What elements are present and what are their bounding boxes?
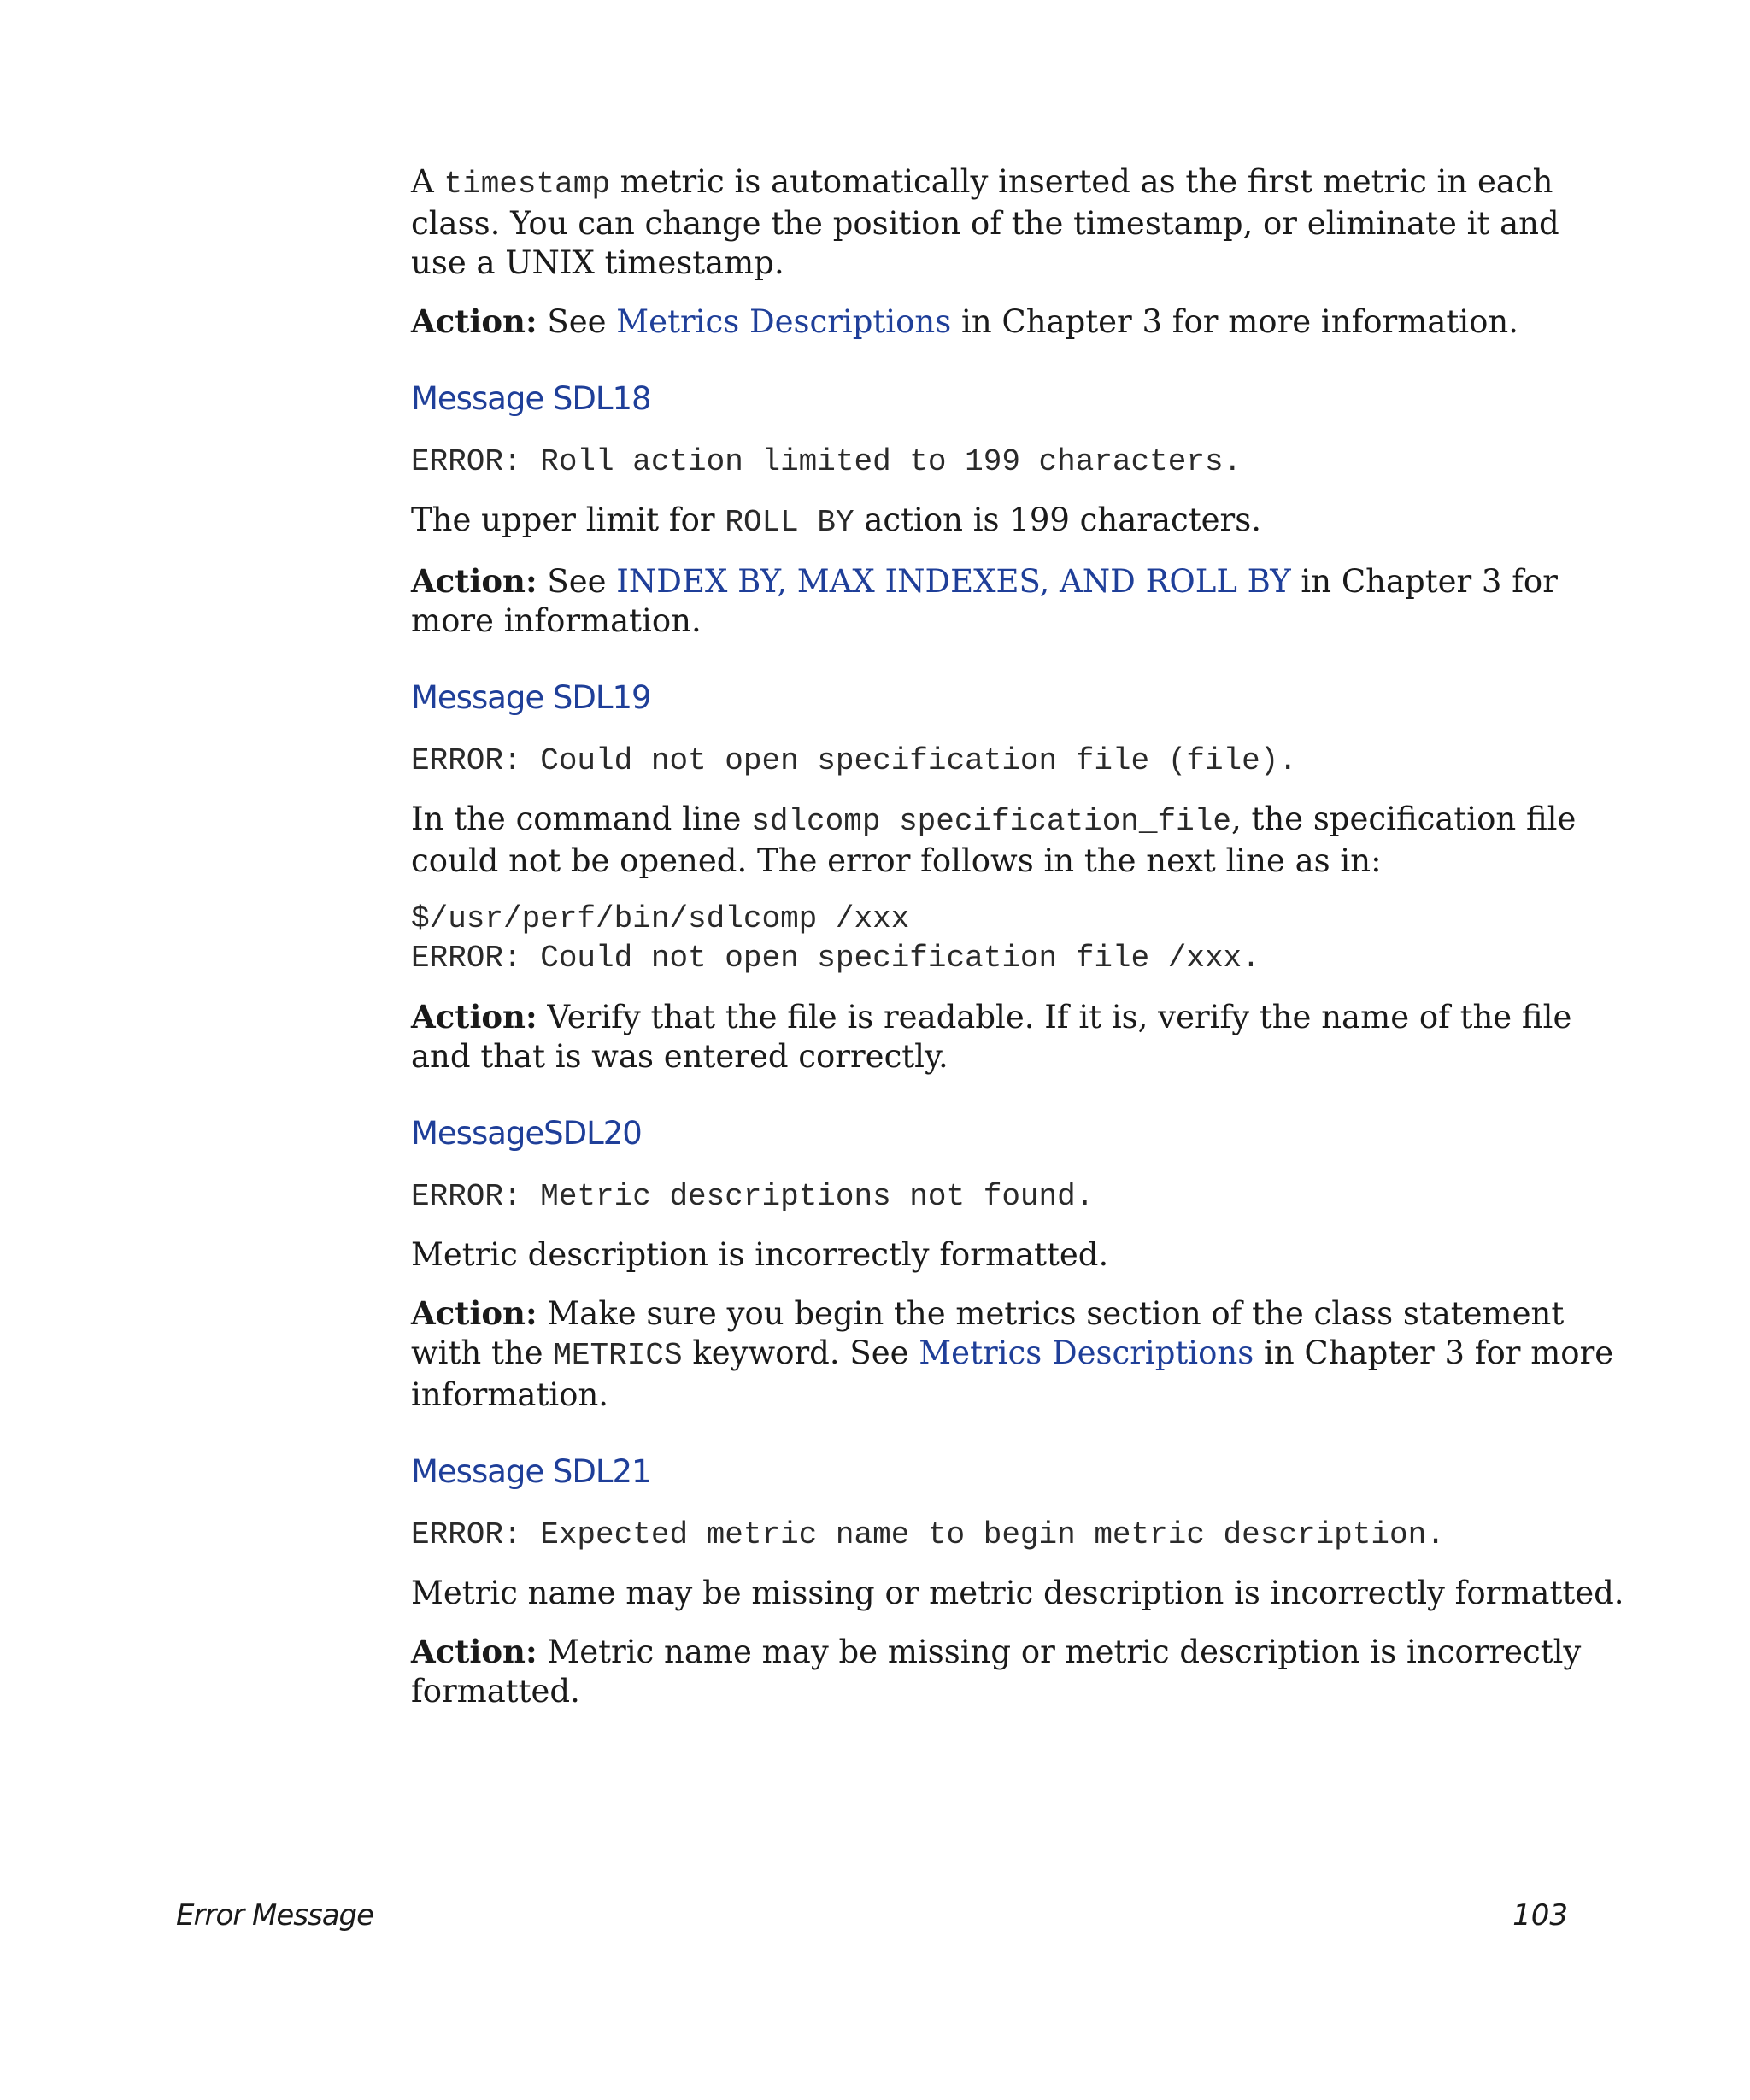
code-line-2: ERROR: Could not open specification file /xxx. (411, 941, 1260, 976)
text: metric is automatically inserted as the first metric in each class. You can change the position of the timestamp, or eliminate it and use a UNIX timestamp. (411, 163, 1559, 281)
heading-sdl19: Message SDL19 (411, 679, 651, 716)
action-sdl20 (411, 1293, 1624, 1415)
action-sdl19 (411, 997, 1624, 1076)
action-label: Action: (411, 1633, 537, 1670)
action-label: Action: (411, 302, 537, 340)
text: Metric name may be missing or metric description is incorrectly formatted. (411, 1634, 1582, 1710)
desc-sdl18 (411, 501, 1624, 543)
error-sdl21: ERROR: Expected metric name to begin metric description. (411, 1517, 1445, 1552)
action-sdl18 (411, 561, 1624, 641)
error-sdl20: ERROR: Metric descriptions not found. (411, 1179, 1095, 1214)
page-content (411, 162, 1624, 1730)
text: In the command line (411, 801, 752, 837)
inline-code: METRICS (553, 1338, 683, 1373)
text: Make sure you begin the metrics section of the class statement with the (411, 1295, 1565, 1371)
text: Verify that the file is readable. If it is, verify the name of the file and that is was entered correctly. (411, 999, 1572, 1075)
metrics-descriptions-link[interactable]: Metrics Descriptions (919, 1334, 1254, 1371)
desc-sdl20: Metric description is incorrectly formatted. (411, 1236, 1109, 1273)
text: keyword. See (682, 1334, 919, 1371)
text: action is 199 characters. (854, 502, 1261, 538)
error-sdl19: ERROR: Could not open specification file (file). (411, 743, 1297, 778)
inline-code: timestamp (443, 167, 610, 202)
action-label: Action: (411, 1294, 537, 1332)
text: in Chapter 3 for more information. (411, 563, 1558, 639)
footer-section-title: Error Message (176, 1898, 374, 1933)
code-line-1: $/usr/perf/bin/sdlcomp /xxx (411, 901, 910, 936)
intro-paragraph (411, 162, 1624, 283)
text: See (537, 563, 617, 600)
intro-action (411, 302, 1624, 342)
action-sdl21 (411, 1632, 1624, 1711)
inline-code: sdlcomp specification_file (751, 804, 1231, 839)
action-label: Action: (411, 998, 537, 1035)
inline-code: ROLL BY (725, 505, 854, 540)
text: , the specification file could not be opened. The error follows in the next line as in: (411, 801, 1577, 879)
metrics-descriptions-link[interactable]: Metrics Descriptions (616, 303, 952, 340)
desc-sdl19 (411, 800, 1624, 881)
action-label: Action: (411, 562, 537, 600)
heading-sdl20: MessageSDL20 (411, 1115, 642, 1152)
error-sdl18: ERROR: Roll action limited to 199 characters. (411, 444, 1242, 479)
heading-sdl18: Message SDL18 (411, 380, 651, 417)
text: in Chapter 3 for more information. (411, 1334, 1614, 1413)
text: A (411, 163, 444, 200)
heading-sdl21: Message SDL21 (411, 1453, 651, 1490)
text: in Chapter 3 for more information. (951, 303, 1518, 340)
index-by-link[interactable]: INDEX BY, MAX INDEXES, AND ROLL BY (616, 563, 1291, 600)
text: See (537, 303, 617, 340)
text: The upper limit for (411, 502, 725, 538)
page-number: 103 (1512, 1898, 1568, 1933)
desc-sdl21: Metric name may be missing or metric description is incorrectly formatted. (411, 1575, 1624, 1611)
